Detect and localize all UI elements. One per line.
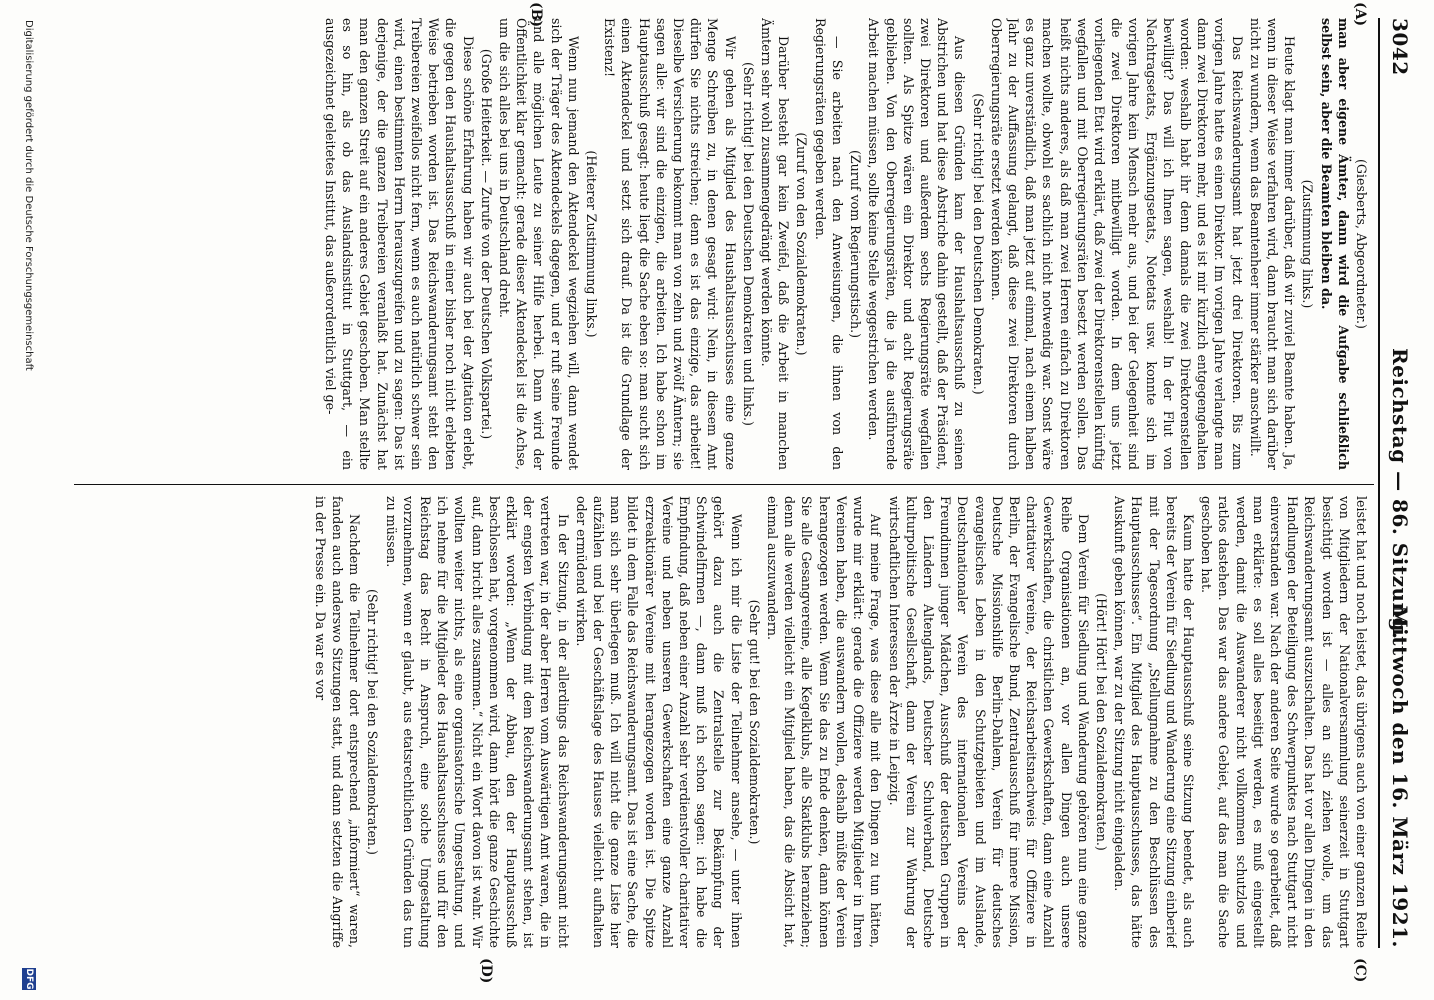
paragraph: Wir gehen als Mitglied des Haushaltsausschusses eine ganze Menge Schreiben zu, in denen gesagt wird: Nein, in diesem Amt dürfen Sie nichts streichen; denn es ist das einzige, das arbeitet! Dieselbe Versicherung bekommt man von zehn und zwölf Ämtern; sie sagen alle: wir sind die einzigen, die arbeiten. Ich habe schon im Hauptausschuß gesagt: heute liegt die Sache eben so: man sucht sich einen Aktendeckel und setzt sich drauf. Da ist die Grundlage der Existenz! — [602, 18, 738, 470]
paragraph: Darüber besteht gar kein Zweifel, daß die Arbeit in manchen Ämtern sehr wohl zusammengedrängt werden könnte. — [759, 18, 792, 470]
page-number: 3042 — [1388, 18, 1412, 76]
margin-marker-a: (A) — [1352, 2, 1368, 27]
interjection: (Sehr gut! bei den Sozialdemokraten.) — [746, 599, 762, 845]
paragraph: leistet hat und noch leistet, das übrigens auch von einer ganzen Reihe von Mitgliedern der Nationalversammlung seinerzeit in Stuttgart besichtigt worden ist — alles an sich ziehen wolle, um das Reichswanderungsamt auszuschalten. Das hat vor allen Dingen in den Handlungen der Beteiligung des Schwerpunktes nach Stuttgart nicht einverstanden war. Nach der anderen Seite wurde so gearbeitet, daß man erklärte: es soll alles beseitigt werden, es muß eingestellt werden, damit die Auswanderer nicht vollkommen schutzlos und ratlos dastehen. Das war das andere Gebiet, auf das man die Sache geschoben hat. — [1199, 496, 1369, 948]
interjection: (Große Heiterkeit. — Zurufe von der Deutschen Volkspartei.) — [478, 48, 494, 440]
session-title: Reichstag — 86. Sitzung. — [1388, 348, 1412, 640]
dfg-logo-icon: DFG — [24, 968, 34, 990]
column-divider — [74, 484, 1374, 485]
paragraph: — Sie arbeiten nach den Anweisungen, die ihnen von den Regierungsräten gegeben werden. — [812, 18, 845, 470]
interjection: (Zuruf von den Sozialdemokraten.) — [794, 132, 810, 356]
paragraph: man aber eigene Ämter, dann wird die Aufgabe schließlich selbst sein, aber die Beamten bleiben da. — [1318, 18, 1351, 470]
paragraph: Heute klagt man immer darüber, daß wir zuviel Beamte haben. Ja, wenn in dieser Weise verfahren wird, dann braucht man sich darüber nicht zu wundern, wenn das Beamtenheer immer stärker anschwillt. — [1247, 18, 1298, 470]
paragraph: Das Reichswanderungsamt hat jetzt drei Direktoren. Bis zum vorigen Jahre hatte es einen Direktor. Im vorigen Jahre verlangte man dann zwei Direktoren mehr, und es ist mir kürzlich entgegengehalten worden: weshalb habt ihr denn damals die zwei Direktorenstellen bewilligt? Das will ich Ihnen sagen, weshalb! In der Flut von Nachtragsetats, Ergänzungsetats, Notetats usw. konnte sich im vorigen Jahre kein Mensch mehr aus, und bei der Gelegenheit sind die zwei Direktoren mitbewilligt worden. In dem uns jetzt vorliegenden Etat wird erklärt, daß zwei der Direktorenstellen künftig wegfallen und mit Oberregierungsräten besetzt werden sollen. Das heißt nichts anderes, als daß man zwei Herren einfach zu Direktoren machen wollte, obwohl es sachlich nicht notwendig war. Sonst wäre es ganz unverständlich, daß man jetzt auf einmal, nach einem halben Jahr zu der Auffassung gelangt, daß diese zwei Direktoren durch Oberregierungsräte ersetzt werden können. — [988, 18, 1245, 470]
header-rule — [1378, 18, 1380, 948]
interjection: (Sehr richtig! bei den Deutschen Demokraten und links.) — [740, 62, 756, 426]
session-date: Mittwoch den 16. März 1921. — [1388, 605, 1412, 948]
interjection: (Hört! Hört! bei den Sozialdemokraten.) — [1093, 593, 1109, 851]
paragraph: Aus diesen Gründen kam der Haushaltsausschuß zu seinen Abstrichen und hat diese Abstriche dahin gestellt, daß der Präsident, zwei Direktoren und außerdem sechs Regierungsräte wegfallen sollten. Als Spitze wären ein Direktor und acht Regierungsräte geblieben. Von den Oberregierungsräten, die ja die ausführende Arbeit machen müssen, sollte keine Stelle weggestrichen werden. — [866, 18, 968, 470]
interjection: (Zustimmung links.) — [1300, 179, 1316, 309]
margin-marker-c: (C) — [1352, 958, 1368, 983]
interjection: (Heiterer Zustimmung links.) — [584, 150, 600, 338]
right-column — [100, 496, 1370, 948]
interjection: (Sehr richtig! bei den Sozialdemokraten.) — [365, 589, 381, 855]
speaker-line: (Giesberts, Abgeordneter.) — [1354, 159, 1369, 329]
paragraph: Nachdem die Teilnehmer dort entsprechend „informiert“ waren, fanden auch anderswo Sitzungen statt, und dann setzten die Angriffe in der Presse ein. Da war es vor — [312, 496, 363, 948]
left-column — [100, 18, 1370, 470]
margin-marker-b: (B) — [528, 2, 544, 28]
paragraph: Auf meine Frage, was diese alle mit den Dingen zu tun hätten, wurde mir erklärt: gerade die Offiziere werden Mitglieder in Ihren Vereinen haben, die auswandern wollen, deshalb müßte der Verein herangezogen werden. Wenn Sie das zu Ende denken, dann können Sie alle Gesangvereine, alle Kegelklubs, alle Skatklubs heranziehen; denn alle werden vielleicht ein Mitglied haben, das die Absicht hat, einmal auszuwandern. — [765, 496, 884, 948]
interjection: (Zuruf vom Regierungstisch.) — [848, 149, 864, 339]
page-header — [1384, 18, 1412, 948]
interjection: (Sehr richtig! bei den Deutschen Demokraten.) — [970, 93, 986, 395]
paragraph: Wenn nun jemand den Aktendeckel wegziehen will, dann wendet sich der Träger des Aktendeckels dagegen, und er ruft seine Freunde und alle möglichen Leute zu seiner Hilfe herbei. Dann wird der Öffentlichkeit klar gemacht: gerade dieser Aktendeckel ist die Achse, um die sich alles bei uns in Deutschland dreht. — [497, 18, 581, 470]
margin-marker-d: (D) — [478, 958, 494, 984]
paragraph: Diese schöne Erfahrung haben wir auch bei der Agitation erlebt, die gegen den Haushaltsausschuß in einer bisher noch nicht erlebten Weise betrieben worden ist. Das Reichswanderungsamt steht den Treibereien zweifellos nicht fern, wenn es auch natürlich schwer sein wird, einen bestimmten Herrn herauszugreifen und zu sagen: Das ist derjenige, der die ganzen Treibereien veranlaßt hat. Zunächst hat man den ganzen Streit auf ein anderes Gebiet geschoben. Man stellte es so hin, als ob das Auslandsinstitut in Stuttgart, — ein ausgezeichnet geleitetes Institut, das außerordentlich viel ge- — [323, 18, 476, 470]
funding-credit: Digitalisierung gefördert durch die Deutsche Forschungsgemeinschaft — [23, 20, 34, 371]
paragraph: Kaum hatte der Hauptausschuß seine Sitzung beendet, als auch bereits der Verein für Siedlung und Wanderung eine Sitzung einberief mit der Tagesordnung „Stellungnahme zu den Beschlüssen des Hauptausschusses“. Ein Mitglied des Hauptausschusses, das hätte Auskunft geben können, war zu der Sitzung nicht eingeladen. — [1112, 496, 1196, 948]
paragraph: Wenn ich mir die Liste der Teilnehmer ansehe, — unter ihnen gehört dazu auch die Zentralstelle zur Bekämpfung der Schwindelfirmen —, dann muß ich schon sagen: ich habe die Empfindung, daß neben einer Anzahl sehr verdienstvoller charitativer Vereine und neben unseren Gewerkschaften eine ganze Anzahl erzreaktionärer Vereine mit herangezogen worden ist. Die Spitze bildet in dem Falle das Reichswanderungsamt. Das ist eine Sache, die man sich sehr überlegen muß. Ich will nicht die ganze Liste hier aufzählen und bei der Geschäftslage des Hauses vielleicht aufhalten oder ermüdend wirken. — [573, 496, 744, 948]
paragraph: In der Sitzung, in der allerdings das Reichswanderungsamt nicht vertreten war, in der aber Herren vom Auswärtigen Amt waren, die in der engsten Verbindung mit dem Reichswanderungsamt stehen, ist erklärt worden: „Wenn der Abbau, den der Hauptausschuß beschlossen hat, vorgenommen wird, dann hört die ganze Geschichte auf, dann bricht alles zusammen.“ Nicht ein Wort davon ist wahr. Wir wollten weiter nichts, als eine organisatorische Umgestaltung, und ich nehme für die Mitglieder des Haushaltsausschusses und für den Reichstag das Recht in Anspruch, eine solche Umgestaltung vorzunehmen, wenn er glaubt, aus etatsrechtlichen Gründen das tun zu müssen. — [383, 496, 571, 948]
paragraph: Dem Verein für Siedlung und Wanderung gehören nun eine ganze Reihe Organisationen an, vor allen Dingen auch unsere Gewerkschaften, die christlichen Gewerkschaften, dann eine Anzahl charitativer Vereine, der Reichsarbeitsnachweis für Offiziere in Berlin, der Evangelische Bund, Zentralausschuß für innere Mission, Deutsche Missionshilfe Berlin-Dahlem, Verein für deutsches evangelisches Leben in den Schutzgebieten und im Auslande, Deutschnationaler Verein des internationalen Vereins der Freundinnen junger Mädchen, Ausschuß der deutschen Gruppen in den Ländern Altenglands, Deutscher Schulverband, Deutsche kulturpolitische Gesellschaft, dann der Verein zur Wahrung der wirtschaftlichen Interessen der Ärzte in Leipzig. — [886, 496, 1091, 948]
